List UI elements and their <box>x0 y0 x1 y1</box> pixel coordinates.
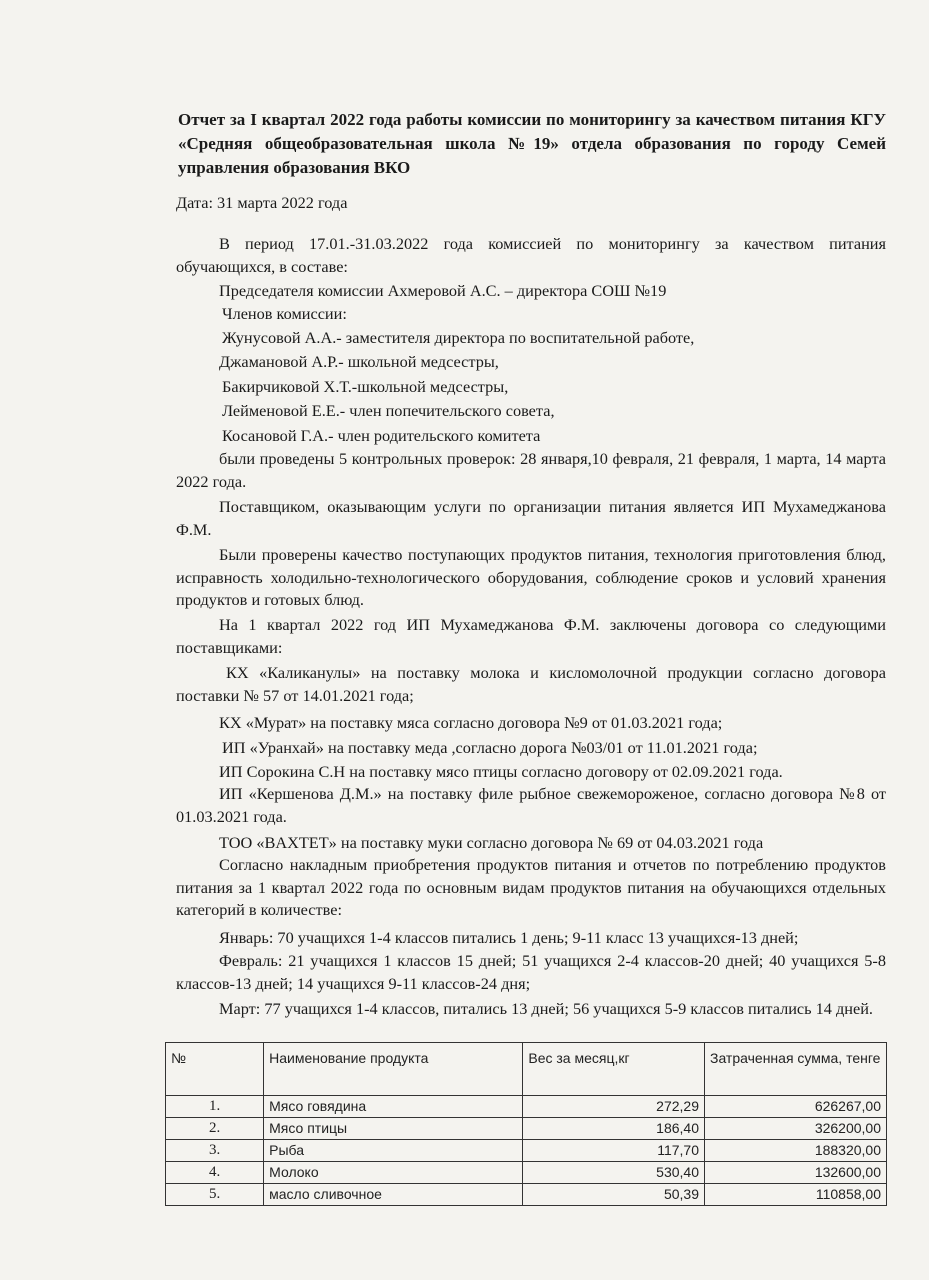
according-paragraph: Согласно накладным приобретения продуктов питания и отчетов по потреблению продуктов питания за 1 квартал 2022 года по основным видам продуктов питания на обучающихся отдельных категорий в количестве: <box>176 855 886 919</box>
row-sum: 188320,00 <box>705 1140 887 1162</box>
members-label: Членов комиссии: <box>222 304 347 323</box>
row-product-name: Рыба <box>264 1140 523 1162</box>
report-title: Отчет за I квартал 2022 года работы комиссии по мониторингу за качеством питания КГУ «Средняя общеобразовательная школа №19» отдела образования по городу Семей управления образования ВКО <box>178 110 886 177</box>
table-row <box>166 1096 887 1118</box>
intro-paragraph: В период 17.01.-31.03.2022 года комиссией по мониторингу за качеством питания обучающихся, в составе: <box>176 234 886 276</box>
row-weight: 186,40 <box>523 1118 705 1140</box>
row-num: 1. <box>166 1096 264 1118</box>
row-weight: 530,40 <box>523 1162 705 1184</box>
march-paragraph: Март: 77 учащихся 1-4 классов, питались 13 дней; 56 учащихся 5-9 классов питались 14 дней. <box>219 999 873 1018</box>
supplier-paragraph: Поставщиком, оказывающим услуги по организации питания является ИП Мухамеджанова Ф.М. <box>176 497 886 539</box>
contract-3: ИП «Уранхай» на поставку меда ,согласно дорога №03/01 от 11.01.2021 года; <box>222 738 758 757</box>
header-sum: Затраченная сумма, тенге <box>705 1043 887 1096</box>
row-num: 5. <box>166 1184 264 1206</box>
row-num: 3. <box>166 1140 264 1162</box>
table-row <box>166 1162 887 1184</box>
header-weight: Вес за месяц,кг <box>523 1043 705 1096</box>
contracts-intro-paragraph: На 1 квартал 2022 год ИП Мухамеджанова Ф.М. заключены договора со следующими поставщиками: <box>176 615 886 657</box>
table-row <box>166 1140 887 1162</box>
january-line: Январь: 70 учащихся 1-4 классов питались 1 день; 9-11 класс 13 учащихся-13 дней; <box>219 928 799 947</box>
contract-4: ИП Сорокина С.Н на поставку мясо птицы согласно договору от 02.09.2021 года. <box>219 762 783 781</box>
member-2: Джамановой А.Р.- школьной медсестры, <box>219 352 499 371</box>
table-row <box>166 1118 887 1140</box>
member-4: Лейменовой Е.Е.- член попечительского совета, <box>222 401 555 420</box>
contract-5: ИП «Кершенова Д.М.» на поставку филе рыбное свежемороженое, согласно договора №8 от 01.03.2021 года. <box>176 784 886 826</box>
member-5: Косановой Г.А.- член родительского комитета <box>222 426 541 445</box>
products-table <box>165 1042 887 1206</box>
row-sum: 626267,00 <box>705 1096 887 1118</box>
member-1: Жунусовой А.А.- заместителя директора по воспитательной работе, <box>222 328 695 347</box>
row-weight: 272,29 <box>523 1096 705 1118</box>
inspections-paragraph: были проведены 5 контрольных проверок: 28 января,10 февраля, 21 февраля, 1 марта, 14 марта 2022 года. <box>176 449 886 491</box>
row-sum: 110858,00 <box>705 1184 887 1206</box>
row-product-name: Молоко <box>264 1162 523 1184</box>
row-product-name: Мясо говядина <box>264 1096 523 1118</box>
member-3: Бакирчиковой Х.Т.-школьной медсестры, <box>222 377 509 396</box>
february-paragraph: Февраль: 21 учащихся 1 классов 15 дней; 51 учащихся 2-4 классов-20 дней; 40 учащихся 5-8 классов-13 дней; 14 учащихся 9-11 классов-24 дня; <box>176 951 886 993</box>
checked-paragraph: Были проверены качество поступающих продуктов питания, технология приготовления блюд, исправность холодильно-технологического оборудования, соблюдение сроков и условий хранения продуктов и готовых блюд. <box>176 545 886 609</box>
commission-chair: Председателя комиссии Ахмеровой А.С. – директора СОШ №19 <box>219 281 667 300</box>
table-row <box>166 1184 887 1206</box>
row-product-name: Мясо птицы <box>264 1118 523 1140</box>
row-num: 2. <box>166 1118 264 1140</box>
report-date: Дата: 31 марта 2022 года <box>176 193 348 212</box>
row-sum: 132600,00 <box>705 1162 887 1184</box>
row-weight: 117,70 <box>523 1140 705 1162</box>
contract-6: ТОО «BAXTET» на поставку муки согласно договора № 69 от 04.03.2021 года <box>219 833 764 852</box>
header-product-name: Наименование продукта <box>264 1043 523 1096</box>
row-sum: 326200,00 <box>705 1118 887 1140</box>
table-header-row <box>166 1043 887 1096</box>
header-num: № <box>166 1043 264 1096</box>
row-weight: 50,39 <box>523 1184 705 1206</box>
contract-2: КХ «Мурат» на поставку мяса согласно договора №9 от 01.03.2021 года; <box>219 713 723 732</box>
row-product-name: масло сливочное <box>264 1184 523 1206</box>
contract-1: КХ «Каликанулы» на поставку молока и кисломолочной продукции согласно договора поставки № 57 от 14.01.2021 года; <box>176 663 886 705</box>
row-num: 4. <box>166 1162 264 1184</box>
